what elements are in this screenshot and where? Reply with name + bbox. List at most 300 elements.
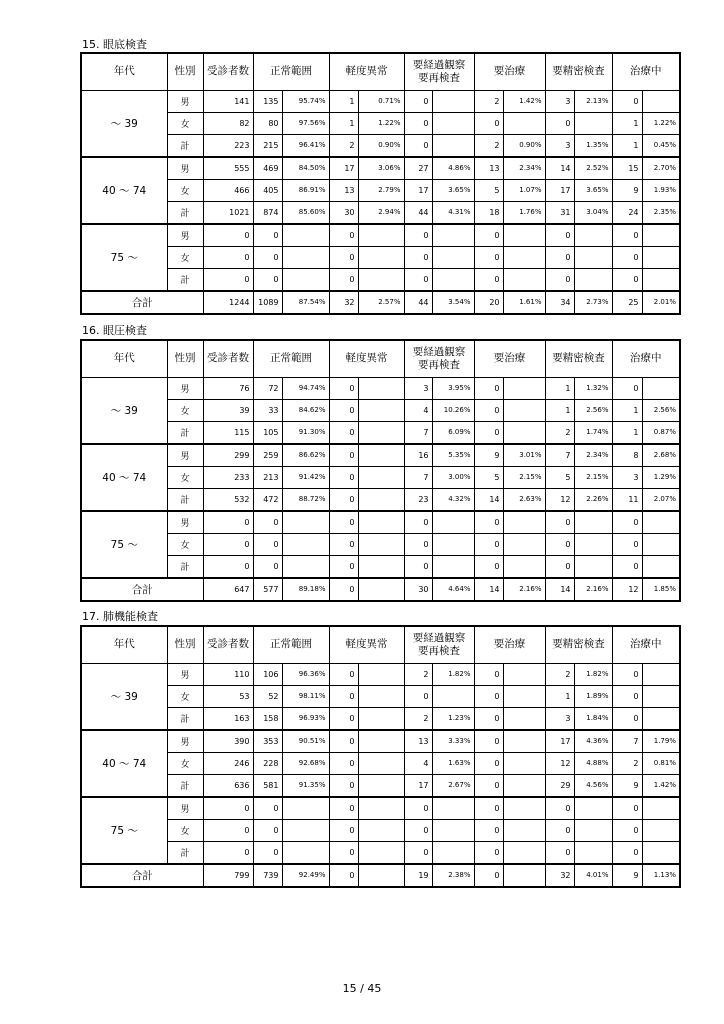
percent-cell: 2.26% — [574, 488, 612, 511]
count-cell: 0 — [612, 511, 642, 534]
count-cell: 0 — [203, 224, 253, 247]
under-treatment-header: 治療中 — [612, 626, 680, 663]
percent-cell — [432, 797, 474, 820]
count-cell: 299 — [203, 444, 253, 467]
sex-cell: 女 — [167, 533, 203, 555]
sex-cell: 女 — [167, 466, 203, 488]
table-row — [81, 774, 680, 797]
count-cell: 27 — [404, 157, 432, 180]
count-cell: 466 — [203, 179, 253, 201]
percent-cell — [574, 533, 612, 555]
count-cell: 12 — [545, 488, 574, 511]
percent-cell — [642, 685, 680, 707]
percent-cell: 2.35% — [642, 201, 680, 224]
percent-cell: 1.22% — [358, 112, 404, 134]
count-cell: 0 — [545, 112, 574, 134]
count-cell: 0 — [474, 268, 503, 291]
percent-cell — [642, 707, 680, 730]
count-cell: 1 — [612, 134, 642, 157]
count-cell: 0 — [404, 797, 432, 820]
percent-cell: 91.35% — [282, 774, 329, 797]
percent-cell — [432, 841, 474, 864]
total-count-cell: 19 — [404, 864, 432, 887]
percent-cell: 2.34% — [574, 444, 612, 467]
total-label: 合計 — [81, 578, 203, 601]
percent-cell — [432, 134, 474, 157]
age-group-label: 75 ～ — [81, 511, 167, 578]
percent-cell — [282, 819, 329, 841]
total-percent-cell: 2.57% — [358, 291, 404, 314]
count-cell: 0 — [203, 511, 253, 534]
table-row — [81, 752, 680, 774]
count-cell: 0 — [474, 663, 503, 685]
total-percent-cell: 4.01% — [574, 864, 612, 887]
count-cell: 0 — [329, 774, 358, 797]
percent-cell — [503, 752, 545, 774]
total-percent-cell: 2.73% — [574, 291, 612, 314]
percent-cell: 2.34% — [503, 157, 545, 180]
count-cell: 1021 — [203, 201, 253, 224]
total-label: 合計 — [81, 291, 203, 314]
percent-cell — [358, 533, 404, 555]
total-count-cell: 44 — [404, 291, 432, 314]
percent-cell — [358, 377, 404, 399]
table-row — [81, 224, 680, 247]
count-cell: 0 — [329, 663, 358, 685]
sex-cell: 女 — [167, 179, 203, 201]
section-title: 17. 肺機能検査 — [82, 610, 158, 623]
count-cell: 0 — [474, 774, 503, 797]
percent-cell: 4.56% — [574, 774, 612, 797]
percent-cell — [642, 511, 680, 534]
count-cell: 5 — [474, 179, 503, 201]
percent-cell: 1.79% — [642, 730, 680, 753]
table-row — [81, 90, 680, 112]
table-row — [81, 819, 680, 841]
sex-cell: 計 — [167, 134, 203, 157]
percent-cell: 98.11% — [282, 685, 329, 707]
percent-cell: 92.68% — [282, 752, 329, 774]
sex-cell: 女 — [167, 399, 203, 421]
table-row — [81, 444, 680, 467]
percent-cell: 1.29% — [642, 466, 680, 488]
percent-cell: 2.67% — [432, 774, 474, 797]
percent-cell: 1.22% — [642, 112, 680, 134]
results-table — [80, 339, 681, 602]
observation-header — [404, 53, 474, 90]
count-cell: 17 — [404, 774, 432, 797]
percent-cell: 88.72% — [282, 488, 329, 511]
count-cell: 0 — [253, 819, 282, 841]
percent-cell: 3.06% — [358, 157, 404, 180]
percent-cell: 84.62% — [282, 399, 329, 421]
percent-cell: 4.88% — [574, 752, 612, 774]
sex-cell: 男 — [167, 444, 203, 467]
treatment-needed-header: 要治療 — [474, 626, 545, 663]
count-cell: 23 — [404, 488, 432, 511]
under-treatment-header: 治療中 — [612, 53, 680, 90]
count-cell: 0 — [253, 268, 282, 291]
sex-cell: 計 — [167, 555, 203, 578]
table-row — [81, 488, 680, 511]
count-cell: 0 — [474, 511, 503, 534]
percent-cell — [642, 819, 680, 841]
total-percent-cell: 2.16% — [503, 578, 545, 601]
percent-cell: 2.70% — [642, 157, 680, 180]
percent-cell: 2.56% — [642, 399, 680, 421]
count-cell: 0 — [404, 533, 432, 555]
total-percent-cell: 87.54% — [282, 291, 329, 314]
percent-cell — [358, 752, 404, 774]
sex-cell: 男 — [167, 663, 203, 685]
total-percent-cell — [503, 864, 545, 887]
count-cell: 5 — [545, 466, 574, 488]
count-cell: 15 — [612, 157, 642, 180]
percent-cell — [574, 112, 612, 134]
count-cell: 1 — [545, 377, 574, 399]
count-cell: 2 — [545, 663, 574, 685]
percent-cell — [503, 399, 545, 421]
percent-cell — [432, 819, 474, 841]
count-cell: 2 — [404, 707, 432, 730]
percent-cell — [503, 730, 545, 753]
count-cell: 0 — [203, 555, 253, 578]
percent-cell — [503, 533, 545, 555]
total-percent-cell: 92.49% — [282, 864, 329, 887]
total-percent-cell: 1.13% — [642, 864, 680, 887]
percent-cell — [574, 819, 612, 841]
count-cell: 72 — [253, 377, 282, 399]
page-number: 15 / 45 — [342, 982, 382, 995]
percent-cell — [432, 685, 474, 707]
table-row — [81, 399, 680, 421]
percent-cell — [574, 797, 612, 820]
treatment-needed-header: 要治療 — [474, 340, 545, 377]
observation-header-line1: 要経過観察 — [412, 58, 466, 71]
total-percent-cell: 2.16% — [574, 578, 612, 601]
percent-cell — [574, 268, 612, 291]
percent-cell: 1.82% — [432, 663, 474, 685]
count-cell: 0 — [329, 488, 358, 511]
total-count-cell: 32 — [545, 864, 574, 887]
table-row — [81, 246, 680, 268]
total-count-cell: 0 — [329, 864, 358, 887]
sex-header: 性別 — [167, 53, 203, 90]
count-cell: 7 — [404, 466, 432, 488]
total-percent-cell: 2.38% — [432, 864, 474, 887]
percent-cell: 0.71% — [358, 90, 404, 112]
count-cell: 0 — [612, 246, 642, 268]
percent-cell: 0.45% — [642, 134, 680, 157]
total-count-cell: 14 — [545, 578, 574, 601]
count-cell: 0 — [612, 377, 642, 399]
observation-header-line1: 要経過観察 — [412, 631, 466, 644]
percent-cell — [574, 841, 612, 864]
count-cell: 2 — [545, 421, 574, 444]
count-cell: 0 — [203, 819, 253, 841]
mild-abnormal-header: 軽度異常 — [329, 340, 404, 377]
percent-cell — [642, 377, 680, 399]
count-cell: 0 — [474, 819, 503, 841]
count-cell: 0 — [612, 685, 642, 707]
count-cell: 9 — [612, 179, 642, 201]
percent-cell: 2.15% — [503, 466, 545, 488]
count-cell: 17 — [545, 179, 574, 201]
percent-cell — [503, 224, 545, 247]
count-cell: 5 — [474, 466, 503, 488]
count-cell: 0 — [474, 421, 503, 444]
count-cell: 0 — [329, 421, 358, 444]
count-cell: 874 — [253, 201, 282, 224]
percent-cell: 90.51% — [282, 730, 329, 753]
count-cell: 1 — [612, 399, 642, 421]
percent-cell: 1.74% — [574, 421, 612, 444]
percent-cell: 3.00% — [432, 466, 474, 488]
count-cell: 53 — [203, 685, 253, 707]
count-cell: 0 — [329, 555, 358, 578]
percent-cell: 1.63% — [432, 752, 474, 774]
count-cell: 0 — [404, 112, 432, 134]
count-cell: 0 — [404, 134, 432, 157]
count-cell: 0 — [474, 707, 503, 730]
percent-cell — [358, 421, 404, 444]
count-cell: 14 — [545, 157, 574, 180]
count-cell: 213 — [253, 466, 282, 488]
examinees-header: 受診者数 — [203, 53, 253, 90]
count-cell: 11 — [612, 488, 642, 511]
percent-cell: 84.50% — [282, 157, 329, 180]
sex-cell: 男 — [167, 730, 203, 753]
count-cell: 0 — [404, 224, 432, 247]
percent-cell — [358, 819, 404, 841]
observation-header-line2: 要再検査 — [418, 644, 460, 657]
count-cell: 0 — [329, 707, 358, 730]
normal-range-header: 正常範囲 — [253, 53, 329, 90]
sex-cell: 男 — [167, 797, 203, 820]
count-cell: 0 — [329, 246, 358, 268]
mild-abnormal-header: 軽度異常 — [329, 53, 404, 90]
total-count-cell: 739 — [253, 864, 282, 887]
count-cell: 390 — [203, 730, 253, 753]
count-cell: 0 — [404, 841, 432, 864]
percent-cell: 1.23% — [432, 707, 474, 730]
percent-cell — [432, 246, 474, 268]
table-row — [81, 511, 680, 534]
count-cell: 581 — [253, 774, 282, 797]
percent-cell: 3.95% — [432, 377, 474, 399]
percent-cell — [358, 488, 404, 511]
count-cell: 532 — [203, 488, 253, 511]
percent-cell — [358, 774, 404, 797]
count-cell: 0 — [545, 819, 574, 841]
total-percent-cell: 89.18% — [282, 578, 329, 601]
count-cell: 0 — [474, 797, 503, 820]
sex-cell: 男 — [167, 90, 203, 112]
sex-cell: 女 — [167, 819, 203, 841]
percent-cell: 6.09% — [432, 421, 474, 444]
sex-cell: 男 — [167, 511, 203, 534]
percent-cell — [642, 90, 680, 112]
percent-cell — [358, 797, 404, 820]
total-count-cell: 32 — [329, 291, 358, 314]
percent-cell — [432, 224, 474, 247]
percent-cell — [282, 511, 329, 534]
sex-cell: 計 — [167, 774, 203, 797]
table-row — [81, 841, 680, 864]
count-cell: 0 — [203, 268, 253, 291]
count-cell: 13 — [404, 730, 432, 753]
count-cell: 16 — [404, 444, 432, 467]
total-count-cell: 25 — [612, 291, 642, 314]
count-cell: 17 — [329, 157, 358, 180]
count-cell: 0 — [253, 511, 282, 534]
percent-cell: 96.41% — [282, 134, 329, 157]
age-group-label: 75 ～ — [81, 797, 167, 864]
percent-cell — [282, 797, 329, 820]
percent-cell — [282, 246, 329, 268]
count-cell: 223 — [203, 134, 253, 157]
count-cell: 0 — [545, 555, 574, 578]
observation-header-line2: 要再検査 — [418, 358, 460, 371]
count-cell: 17 — [545, 730, 574, 753]
percent-cell — [358, 663, 404, 685]
table-row — [81, 268, 680, 291]
sex-cell: 計 — [167, 841, 203, 864]
percent-cell — [503, 797, 545, 820]
percent-cell: 5.35% — [432, 444, 474, 467]
count-cell: 0 — [329, 377, 358, 399]
count-cell: 3 — [545, 134, 574, 157]
percent-cell — [642, 663, 680, 685]
percent-cell — [358, 685, 404, 707]
count-cell: 0 — [253, 797, 282, 820]
count-cell: 0 — [203, 841, 253, 864]
total-count-cell: 1244 — [203, 291, 253, 314]
percent-cell: 86.91% — [282, 179, 329, 201]
percent-cell — [358, 841, 404, 864]
percent-cell — [282, 268, 329, 291]
total-percent-cell — [358, 864, 404, 887]
percent-cell — [642, 797, 680, 820]
percent-cell — [642, 224, 680, 247]
age-group-label: ～ 39 — [81, 90, 167, 157]
header-row — [81, 340, 680, 377]
count-cell: 3 — [612, 466, 642, 488]
count-cell: 0 — [545, 841, 574, 864]
count-cell: 0 — [203, 533, 253, 555]
percent-cell — [358, 511, 404, 534]
count-cell: 0 — [474, 246, 503, 268]
count-cell: 0 — [253, 841, 282, 864]
percent-cell — [358, 399, 404, 421]
count-cell: 555 — [203, 157, 253, 180]
percent-cell — [282, 841, 329, 864]
percent-cell — [358, 268, 404, 291]
count-cell: 7 — [404, 421, 432, 444]
count-cell: 0 — [474, 841, 503, 864]
table-row — [81, 377, 680, 399]
table-row — [81, 179, 680, 201]
total-count-cell: 577 — [253, 578, 282, 601]
count-cell: 0 — [474, 752, 503, 774]
count-cell: 215 — [253, 134, 282, 157]
count-cell: 44 — [404, 201, 432, 224]
count-cell: 0 — [474, 224, 503, 247]
count-cell: 1 — [545, 399, 574, 421]
count-cell: 0 — [612, 268, 642, 291]
percent-cell: 4.32% — [432, 488, 474, 511]
percent-cell — [503, 268, 545, 291]
percent-cell: 1.76% — [503, 201, 545, 224]
percent-cell — [282, 224, 329, 247]
total-count-cell: 647 — [203, 578, 253, 601]
sex-cell: 計 — [167, 488, 203, 511]
percent-cell: 0.81% — [642, 752, 680, 774]
percent-cell: 0.90% — [503, 134, 545, 157]
count-cell: 0 — [329, 841, 358, 864]
count-cell: 0 — [612, 663, 642, 685]
count-cell: 39 — [203, 399, 253, 421]
count-cell: 0 — [545, 797, 574, 820]
count-cell: 0 — [612, 819, 642, 841]
count-cell: 106 — [253, 663, 282, 685]
count-cell: 0 — [474, 533, 503, 555]
total-count-cell: 34 — [545, 291, 574, 314]
table-row — [81, 201, 680, 224]
count-cell: 158 — [253, 707, 282, 730]
count-cell: 1 — [612, 112, 642, 134]
total-count-cell: 20 — [474, 291, 503, 314]
count-cell: 1 — [545, 685, 574, 707]
percent-cell: 91.30% — [282, 421, 329, 444]
percent-cell — [503, 511, 545, 534]
count-cell: 0 — [545, 246, 574, 268]
count-cell: 1 — [329, 112, 358, 134]
examinees-header: 受診者数 — [203, 340, 253, 377]
count-cell: 115 — [203, 421, 253, 444]
total-row — [81, 291, 680, 314]
count-cell: 2 — [474, 134, 503, 157]
percent-cell — [503, 421, 545, 444]
count-cell: 0 — [545, 224, 574, 247]
count-cell: 24 — [612, 201, 642, 224]
percent-cell: 85.60% — [282, 201, 329, 224]
count-cell: 472 — [253, 488, 282, 511]
percent-cell — [358, 730, 404, 753]
count-cell: 17 — [404, 179, 432, 201]
age-header: 年代 — [81, 340, 167, 377]
age-group-label: 40 ～ 74 — [81, 730, 167, 797]
sex-cell: 女 — [167, 685, 203, 707]
observation-header-line2: 要再検査 — [418, 71, 460, 84]
sex-cell: 女 — [167, 246, 203, 268]
count-cell: 1 — [329, 90, 358, 112]
age-group-label: ～ 39 — [81, 663, 167, 730]
count-cell: 0 — [612, 707, 642, 730]
percent-cell: 1.93% — [642, 179, 680, 201]
count-cell: 0 — [474, 555, 503, 578]
count-cell: 233 — [203, 466, 253, 488]
percent-cell: 96.93% — [282, 707, 329, 730]
header-row — [81, 53, 680, 90]
observation-header — [404, 626, 474, 663]
percent-cell — [432, 511, 474, 534]
table-row — [81, 466, 680, 488]
percent-cell — [642, 246, 680, 268]
percent-cell: 3.33% — [432, 730, 474, 753]
count-cell: 3 — [545, 707, 574, 730]
percent-cell — [503, 377, 545, 399]
